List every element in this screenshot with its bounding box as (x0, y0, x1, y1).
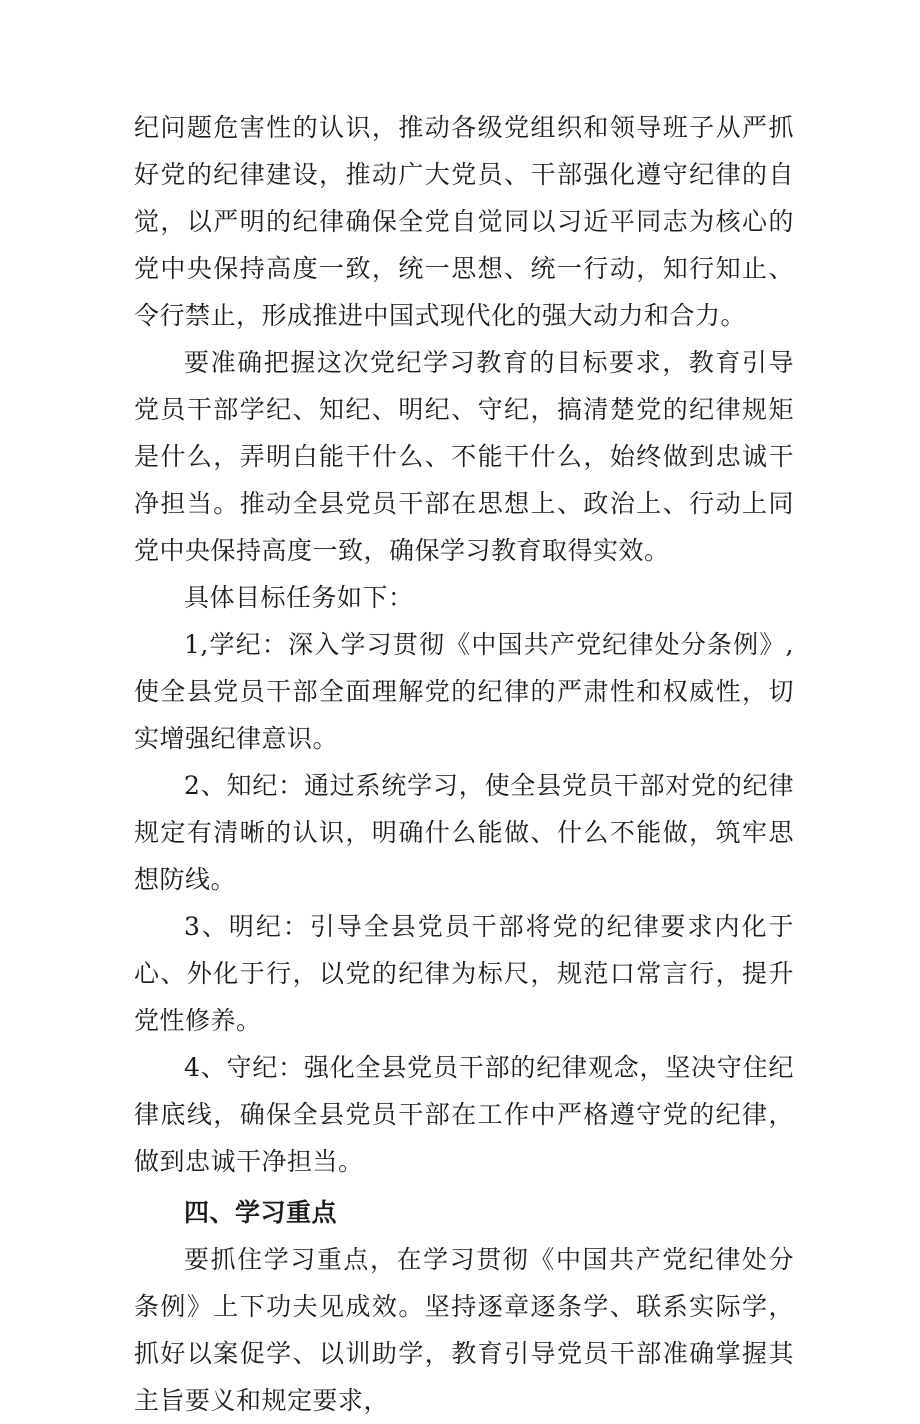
paragraph-tasks-intro: 具体目标任务如下： (184, 583, 414, 612)
section-heading: 四、学习重点 (184, 1198, 338, 1227)
paragraph-task-4: 4、守纪：强化全县党员干部的纪律观念，坚决守住纪律底线，确保全县党员干部在工作中严格遵守党的纪律，做到忠诚干净担当。 (134, 1053, 794, 1176)
paragraph-task-3: 3、明纪：引导全县党员干部将党的纪律要求内化于心、外化于行，以党的纪律为标尺，规范口常言行，提升党性修养。 (134, 912, 794, 1035)
paragraph-study-focus: 要抓住学习重点，在学习贯彻《中国共产党纪律处分条例》上下功夫见成效。坚持逐章逐条学、联系实际学，抓好以案促学、以训助学，教育引导党员干部准确掌握其主旨要义和规定要求， (134, 1245, 794, 1415)
paragraph-objectives: 要准确把握这次党纪学习教育的目标要求，教育引导党员干部学纪、知纪、明纪、守纪，搞清楚党的纪律规矩是什么，弄明白能干什么、不能干什么，始终做到忠诚干净担当。推动全县党员干部在思想上、政治上、行动上同党中央保持高度一致，确保学习教育取得实效。 (134, 348, 794, 565)
paragraph-continuation: 纪问题危害性的认识，推动各级党组织和领导班子从严抓好党的纪律建设，推动广大党员、干部强化遵守纪律的自觉，以严明的纪律确保全党自觉同以习近平同志为核心的党中央保持高度一致，统一思想、统一行动，知行知止、令行禁止，形成推进中国式现代化的强大动力和合力。 (134, 113, 794, 330)
document-body (134, 104, 794, 1424)
paragraph-task-1: 1,学纪：深入学习贯彻《中国共产党纪律处分条例》,使全县党员干部全面理解党的纪律的严肃性和权威性，切实增强纪律意识。 (134, 630, 794, 753)
paragraph-task-2: 2、知纪：通过系统学习，使全县党员干部对党的纪律规定有清晰的认识，明确什么能做、什么不能做，筑牢思想防线。 (134, 771, 794, 894)
